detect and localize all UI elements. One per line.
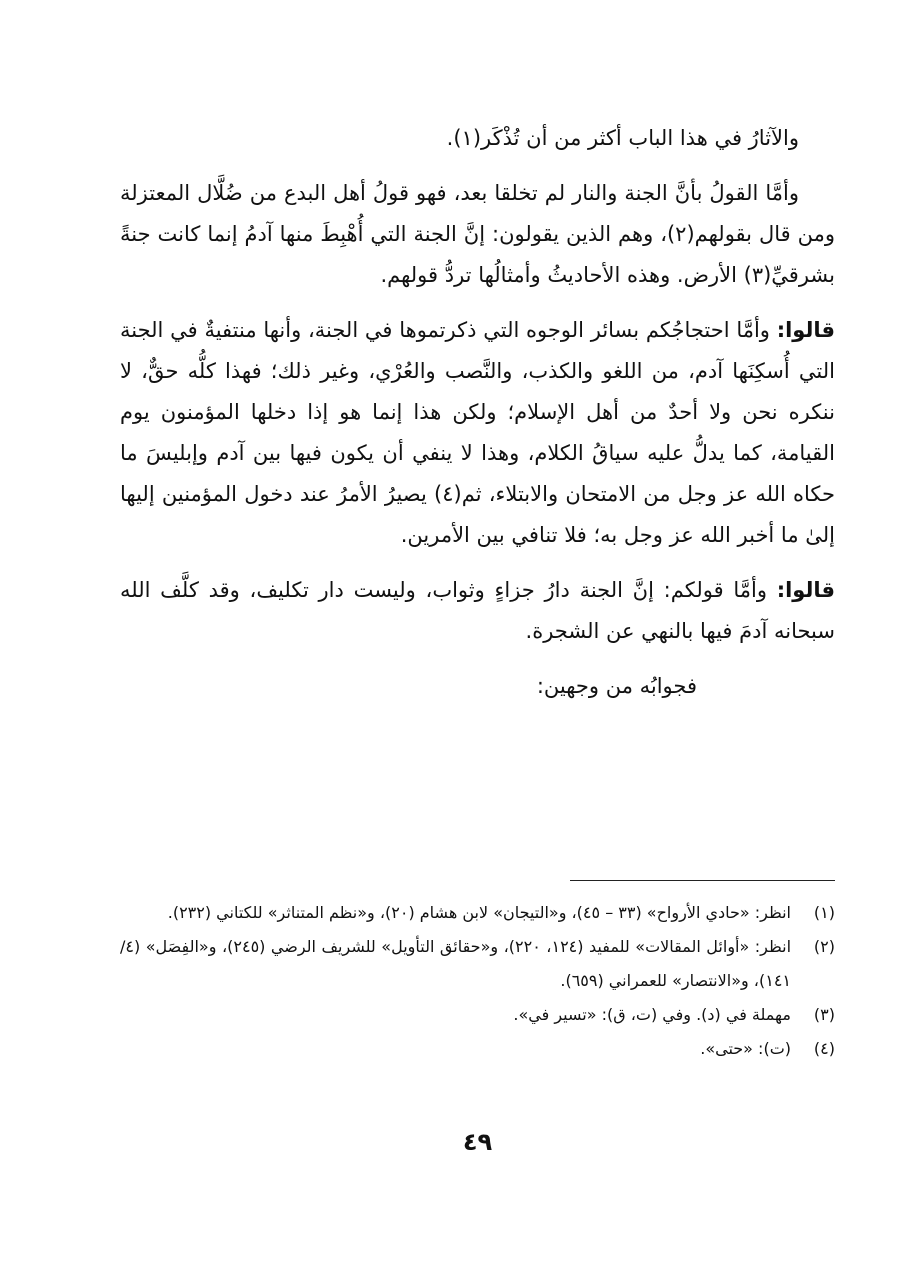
footnote-3 — [120, 998, 835, 1032]
main-text — [120, 118, 835, 721]
paragraph-3-lead: قالوا: — [776, 318, 835, 342]
footnote-text: انظر: «حادي الأرواح» (٣٣ – ٤٥)، و«التيجان» لابن هشام (٢٠)، و«نظم المتناثر» للكتاني (٢٣٢). — [167, 903, 791, 922]
footnote-number: (١) — [813, 903, 835, 922]
footnote-number: (٣) — [813, 1005, 835, 1024]
footnote-text: انظر: «أوائل المقالات» للمفيد (١٢٤، ٢٢٠)، و«حقائق التأويل» للشريف الرضي (٢٤٥)، و«الفِصَل» (٤/ ١٤١)، و«الانتصار» للعمراني (٦٥٩). — [120, 937, 792, 990]
footnote-number: (٢) — [813, 937, 835, 956]
paragraph-3 — [120, 310, 835, 556]
page-number: ٤٩ — [462, 1128, 493, 1156]
paragraph-4-lead: قالوا: — [776, 578, 835, 602]
footnotes — [120, 896, 835, 1066]
footnote-number: (٤) — [813, 1039, 835, 1058]
paragraph-4 — [120, 570, 835, 652]
footnote-2 — [120, 930, 835, 998]
footnote-4 — [120, 1032, 835, 1066]
paragraph-1: والآثارُ في هذا الباب أكثر من أن تُذْكَر(١). — [446, 126, 799, 150]
paragraph-5: فجوابُه من وجهين: — [536, 674, 697, 698]
footnote-1 — [120, 896, 835, 930]
footnote-text: مهملة في (د). وفي (ت، ق): «تسير في». — [513, 1005, 791, 1024]
paragraph-4-text: وأمَّا قولكم: إنَّ الجنة دارُ جزاءٍ وثواب، وليست دار تكليف، وقد كلَّف الله سبحانه آدمَ فيها بالنهي عن الشجرة. — [120, 578, 835, 643]
paragraph-3-text: وأمَّا احتجاجُكم بسائر الوجوه التي ذكرتموها في الجنة، وأنها منتفيةٌ في الجنة التي أُسكِنَها آدم، من اللغو والكذب، والنَّصب والعُرْي، وغير ذلك؛ فهذا كلُّه حقٌّ، لا ننكره نحن ولا أحدٌ من أهل الإسلام؛ ولكن هذا إنما هو إذا دخلها المؤمنون يوم القيامة، كما يدلُّ عليه سياقُ الكلام، وهذا لا ينفي أن يكون فيها بين آدم وإبليسَ ما حكاه الله عز وجل من الامتحان والابتلاء، ثم(٤) يصيرُ الأمرُ عند دخول المؤمنين إليها إلىٰ ما أخبر الله عز وجل به؛ فلا تنافي بين الأمرين. — [120, 318, 835, 547]
book-page — [120, 0, 835, 1271]
paragraph-2: وأمَّا القولُ بأنَّ الجنة والنار لم تخلقا بعد، فهو قولُ أهل البدع من ضُلَّال المعتزلة ومن قال بقولهم(٢)، وهم الذين يقولون: إنَّ الجنة التي أُهْبِطَ منها آدمُ إنما كانت جنةً بشرقيِّ(٣) الأرض. وهذه الأحاديثُ وأمثالُها تردُّ قولهم. — [120, 181, 835, 287]
footnote-text: (ت): «حتى». — [700, 1039, 791, 1058]
footnote-separator — [570, 880, 835, 881]
